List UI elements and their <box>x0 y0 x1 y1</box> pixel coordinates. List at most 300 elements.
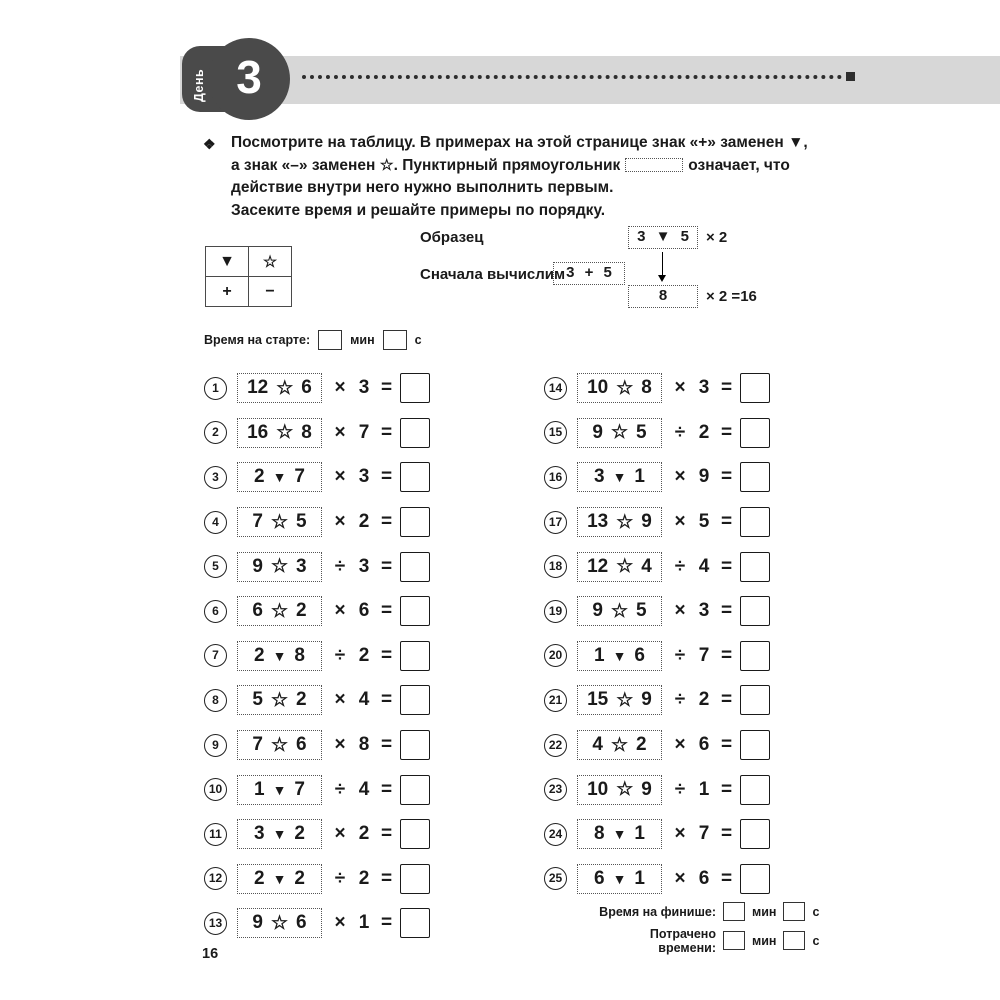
second-operator: ÷ <box>334 867 346 889</box>
triangle-operator-icon: ▼ <box>612 826 627 843</box>
operand-c: 3 <box>358 555 370 577</box>
second-operator: × <box>334 511 346 533</box>
star-operator-icon: ☆ <box>616 377 634 399</box>
operand-b: 2 <box>294 823 305 845</box>
triangle-operator-icon: ▼ <box>272 647 287 664</box>
operand-a: 9 <box>252 912 263 934</box>
star-operator-icon: ☆ <box>276 422 294 444</box>
legend-cell-triangle: ▼ <box>206 247 249 277</box>
problem-row-15 <box>544 411 770 456</box>
operand-a: 7 <box>252 511 263 533</box>
operand-a: 9 <box>592 600 603 622</box>
operand-c: 2 <box>698 689 710 711</box>
star-operator-icon: ☆ <box>616 779 634 801</box>
problem-number: 14 <box>544 377 567 400</box>
sample-section <box>420 226 810 321</box>
equals-sign: = <box>721 823 733 845</box>
operand-c: 3 <box>358 466 370 488</box>
operand-c: 7 <box>698 823 710 845</box>
spent-seconds-input[interactable] <box>783 931 805 950</box>
instruction-bullet-icon: ❖ <box>203 136 216 152</box>
equals-sign: = <box>381 644 393 666</box>
equals-sign: = <box>721 600 733 622</box>
problems-column-left <box>204 366 430 946</box>
start-time-label: Время на старте: <box>204 333 311 347</box>
problem-number: 23 <box>544 778 567 801</box>
operand-b: 5 <box>296 511 307 533</box>
problem-row-12 <box>204 857 430 902</box>
answer-input-box[interactable] <box>740 418 770 448</box>
problem-number: 12 <box>204 867 227 890</box>
star-operator-icon: ☆ <box>270 556 289 578</box>
answer-input-box[interactable] <box>740 775 770 805</box>
sample-first-op-box: 3 ▼ 5 <box>628 226 698 249</box>
first-operation-box <box>577 507 662 537</box>
instruction-line-2-after: означает, что <box>688 156 790 174</box>
triangle-operator-icon: ▼ <box>272 469 287 486</box>
problem-number: 15 <box>544 421 567 444</box>
problem-row-21 <box>544 678 770 723</box>
time-spent-label: Потрачено времени: <box>649 926 716 955</box>
operand-a: 13 <box>587 511 609 533</box>
problem-row-10 <box>204 767 430 812</box>
operand-c: 3 <box>698 600 710 622</box>
operand-c: 5 <box>698 511 710 533</box>
problem-number: 8 <box>204 689 227 712</box>
first-operation-box <box>577 819 662 849</box>
operand-c: 7 <box>358 421 370 443</box>
equals-sign: = <box>721 867 733 889</box>
operand-c: 1 <box>358 912 370 934</box>
operand-a: 9 <box>252 555 263 577</box>
second-operator: × <box>334 466 346 488</box>
problem-row-11 <box>204 812 430 857</box>
first-operation-box <box>577 596 662 626</box>
sample-first-label: Сначала вычислим <box>420 266 566 283</box>
first-operation-box <box>577 641 662 671</box>
problem-row-14 <box>544 366 770 411</box>
operand-b: 2 <box>636 734 647 756</box>
equals-sign: = <box>381 778 393 800</box>
operand-c: 6 <box>358 600 370 622</box>
answer-input-box[interactable] <box>740 641 770 671</box>
operand-c: 3 <box>358 377 370 399</box>
first-operation-box <box>577 373 662 403</box>
operand-c: 2 <box>698 421 710 443</box>
answer-input-box[interactable] <box>400 418 430 448</box>
sample-title: Образец <box>420 229 484 246</box>
answer-input-box[interactable] <box>400 908 430 938</box>
operand-c: 1 <box>698 778 710 800</box>
answer-input-box[interactable] <box>740 730 770 760</box>
star-operator-icon: ☆ <box>616 556 634 578</box>
operand-b: 2 <box>296 600 307 622</box>
operand-a: 2 <box>253 466 265 488</box>
equals-sign: = <box>381 421 393 443</box>
star-operator-icon: ☆ <box>610 734 629 756</box>
sample-top-suffix: × 2 <box>706 229 728 246</box>
instructions-text <box>231 132 851 222</box>
problem-number: 10 <box>204 778 227 801</box>
first-operation-box <box>237 418 322 448</box>
problem-number: 18 <box>544 555 567 578</box>
first-operation-box <box>237 373 322 403</box>
answer-input-box[interactable] <box>400 507 430 537</box>
first-operation-box <box>237 685 322 715</box>
operand-a: 1 <box>593 644 605 666</box>
operand-a: 12 <box>247 377 269 399</box>
first-operation-box <box>237 864 322 894</box>
problem-row-24 <box>544 812 770 857</box>
equals-sign: = <box>721 778 733 800</box>
star-operator-icon: ☆ <box>270 511 289 533</box>
operand-b: 8 <box>294 644 305 666</box>
operand-c: 3 <box>698 377 710 399</box>
equals-sign: = <box>381 823 393 845</box>
star-operator-icon: ☆ <box>616 689 634 711</box>
problem-number: 21 <box>544 689 567 712</box>
triangle-operator-icon: ▼ <box>612 647 627 664</box>
dotted-rectangle-sample <box>625 158 683 172</box>
problem-number: 22 <box>544 734 567 757</box>
symbol-legend-table <box>205 246 292 307</box>
finish-min-unit-label: мин <box>752 904 777 919</box>
problem-number: 20 <box>544 644 567 667</box>
answer-input-box[interactable] <box>740 819 770 849</box>
operand-b: 9 <box>641 689 652 711</box>
second-operator: × <box>334 912 346 934</box>
problem-number: 19 <box>544 600 567 623</box>
sample-sum-box: 3 + 5 <box>553 262 625 285</box>
operand-a: 10 <box>587 778 609 800</box>
operand-b: 9 <box>641 511 652 533</box>
operand-a: 1 <box>253 778 265 800</box>
second-operator: ÷ <box>674 644 686 666</box>
problem-number: 11 <box>204 823 227 846</box>
equals-sign: = <box>381 555 393 577</box>
equals-sign: = <box>721 421 733 443</box>
problem-number: 13 <box>204 912 227 935</box>
operand-c: 4 <box>358 689 370 711</box>
first-operation-box <box>577 775 662 805</box>
start-sec-unit-label: с <box>414 333 422 347</box>
answer-input-box[interactable] <box>400 730 430 760</box>
operand-b: 5 <box>636 421 647 443</box>
first-operation-box <box>237 819 322 849</box>
operand-b: 8 <box>641 377 652 399</box>
equals-sign: = <box>381 466 393 488</box>
problem-row-8 <box>204 678 430 723</box>
finish-minutes-input[interactable] <box>723 902 745 921</box>
equals-sign: = <box>721 511 733 533</box>
operand-c: 4 <box>698 555 710 577</box>
equals-sign: = <box>721 689 733 711</box>
problem-row-7 <box>204 634 430 679</box>
problem-row-1 <box>204 366 430 411</box>
first-operation-box <box>237 507 322 537</box>
star-operator-icon: ☆ <box>270 689 289 711</box>
answer-input-box[interactable] <box>400 462 430 492</box>
star-operator-icon: ☆ <box>276 377 294 399</box>
spent-min-unit-label: мин <box>752 933 777 948</box>
page-number: 16 <box>202 946 219 962</box>
second-operator: × <box>674 466 686 488</box>
instruction-line-3: действие внутри него нужно выполнить первым. <box>231 179 614 196</box>
operand-b: 6 <box>296 734 307 756</box>
problem-row-16 <box>544 455 770 500</box>
operand-a: 2 <box>253 867 265 889</box>
equals-sign: = <box>381 912 393 934</box>
answer-input-box[interactable] <box>400 775 430 805</box>
problem-number: 3 <box>204 466 227 489</box>
star-operator-icon: ☆ <box>610 600 629 622</box>
operand-c: 6 <box>698 867 710 889</box>
second-operator: × <box>334 377 346 399</box>
problem-row-22 <box>544 723 770 768</box>
second-operator: ÷ <box>674 689 686 711</box>
operand-a: 15 <box>587 689 609 711</box>
first-operation-box <box>237 908 322 938</box>
second-operator: × <box>674 867 686 889</box>
finish-time-row <box>590 897 819 926</box>
star-operator-icon: ☆ <box>270 912 289 934</box>
triangle-operator-icon: ▼ <box>612 469 627 486</box>
instruction-line-2-before: а знак «–» заменен ☆. Пунктирный прямоугольник <box>231 156 621 174</box>
decorative-dotted-line <box>302 75 842 79</box>
answer-input-box[interactable] <box>740 373 770 403</box>
first-operation-box <box>237 596 322 626</box>
second-operator: ÷ <box>334 778 346 800</box>
equals-sign: = <box>721 734 733 756</box>
operand-b: 7 <box>294 778 305 800</box>
operand-a: 6 <box>252 600 263 622</box>
operand-a: 8 <box>593 823 605 845</box>
operand-c: 7 <box>698 644 710 666</box>
first-operation-box <box>237 730 322 760</box>
legend-cell-minus: − <box>249 277 292 307</box>
star-operator-icon: ☆ <box>616 511 634 533</box>
operand-a: 5 <box>252 689 263 711</box>
problem-row-17 <box>544 500 770 545</box>
equals-sign: = <box>721 644 733 666</box>
second-operator: × <box>674 823 686 845</box>
problem-row-4 <box>204 500 430 545</box>
instruction-line-2 <box>231 155 851 178</box>
finish-time-label: Время на финише: <box>599 904 716 919</box>
legend-cell-plus: + <box>206 277 249 307</box>
problem-number: 1 <box>204 377 227 400</box>
operand-c: 2 <box>358 644 370 666</box>
instruction-line-1: Посмотрите на таблицу. В примерах на этой странице знак «+» заменен ▼, <box>231 134 808 151</box>
equals-sign: = <box>381 600 393 622</box>
first-operation-box <box>237 552 322 582</box>
operand-c: 8 <box>358 734 370 756</box>
problem-row-6 <box>204 589 430 634</box>
equals-sign: = <box>381 689 393 711</box>
instruction-line-4: Засеките время и решайте примеры по порядку. <box>231 201 606 219</box>
second-operator: × <box>334 421 346 443</box>
second-operator: × <box>674 377 686 399</box>
first-operation-box <box>237 641 322 671</box>
down-arrow-icon <box>662 252 663 277</box>
operand-c: 4 <box>358 778 370 800</box>
problem-row-23 <box>544 767 770 812</box>
operand-a: 4 <box>592 734 603 756</box>
operand-b: 2 <box>296 689 307 711</box>
second-operator: × <box>334 734 346 756</box>
day-label: День <box>192 68 206 102</box>
operand-b: 6 <box>296 912 307 934</box>
answer-input-box[interactable] <box>400 685 430 715</box>
dotted-line-end-square <box>846 72 855 81</box>
answer-input-box[interactable] <box>400 552 430 582</box>
second-operator: ÷ <box>334 555 346 577</box>
operand-b: 5 <box>636 600 647 622</box>
spent-minutes-input[interactable] <box>723 931 745 950</box>
second-operator: × <box>674 511 686 533</box>
answer-input-box[interactable] <box>400 819 430 849</box>
first-operation-box <box>237 462 322 492</box>
problem-row-13 <box>204 901 430 946</box>
problem-number: 9 <box>204 734 227 757</box>
first-operation-box <box>237 775 322 805</box>
operand-a: 9 <box>592 421 603 443</box>
equals-sign: = <box>721 377 733 399</box>
operand-a: 16 <box>247 421 269 443</box>
second-operator: ÷ <box>674 421 686 443</box>
problem-number: 4 <box>204 511 227 534</box>
operand-b: 1 <box>634 867 645 889</box>
operand-b: 9 <box>641 778 652 800</box>
problem-number: 7 <box>204 644 227 667</box>
answer-input-box[interactable] <box>740 685 770 715</box>
operand-a: 10 <box>587 377 609 399</box>
star-operator-icon: ☆ <box>610 422 629 444</box>
operand-b: 3 <box>296 555 307 577</box>
equals-sign: = <box>381 511 393 533</box>
second-operator: ÷ <box>674 778 686 800</box>
second-operator: × <box>674 600 686 622</box>
start-min-unit-label: мин <box>350 333 375 347</box>
equals-sign: = <box>721 555 733 577</box>
equals-sign: = <box>721 466 733 488</box>
second-operator: ÷ <box>674 555 686 577</box>
problem-number: 16 <box>544 466 567 489</box>
spent-sec-unit-label: с <box>812 933 820 948</box>
problem-number: 5 <box>204 555 227 578</box>
problem-row-20 <box>544 634 770 679</box>
operand-a: 3 <box>593 466 605 488</box>
operand-b: 8 <box>301 421 312 443</box>
operand-b: 7 <box>294 466 305 488</box>
first-operation-box <box>577 685 662 715</box>
start-seconds-input[interactable] <box>383 330 407 350</box>
problem-row-19 <box>544 589 770 634</box>
problem-row-3 <box>204 455 430 500</box>
answer-input-box[interactable] <box>400 373 430 403</box>
operand-b: 4 <box>641 555 652 577</box>
star-operator-icon: ☆ <box>270 600 289 622</box>
operand-c: 6 <box>698 734 710 756</box>
start-minutes-input[interactable] <box>318 330 342 350</box>
first-operation-box <box>577 552 662 582</box>
time-spent-row <box>590 926 819 955</box>
start-time-row <box>204 330 422 350</box>
problem-row-2 <box>204 411 430 456</box>
operand-a: 2 <box>253 644 265 666</box>
first-operation-box <box>577 864 662 894</box>
problem-row-5 <box>204 544 430 589</box>
second-operator: × <box>334 823 346 845</box>
sample-result-suffix: × 2 =16 <box>706 288 757 305</box>
problem-number: 6 <box>204 600 227 623</box>
equals-sign: = <box>381 867 393 889</box>
operand-c: 2 <box>358 823 370 845</box>
day-number: 3 <box>236 51 262 103</box>
first-operation-box <box>577 418 662 448</box>
operand-a: 12 <box>587 555 609 577</box>
second-operator: × <box>334 689 346 711</box>
problem-row-25 <box>544 857 770 902</box>
second-operator: ÷ <box>334 644 346 666</box>
answer-input-box[interactable] <box>740 596 770 626</box>
answer-input-box[interactable] <box>740 462 770 492</box>
second-operator: × <box>674 734 686 756</box>
answer-input-box[interactable] <box>400 596 430 626</box>
operand-a: 3 <box>253 823 265 845</box>
first-operation-box <box>577 462 662 492</box>
second-operator: × <box>334 600 346 622</box>
equals-sign: = <box>381 734 393 756</box>
operand-b: 2 <box>294 867 305 889</box>
operand-b: 1 <box>634 823 645 845</box>
operand-b: 1 <box>634 466 645 488</box>
header-band <box>180 56 1000 104</box>
problem-number: 17 <box>544 511 567 534</box>
triangle-operator-icon: ▼ <box>272 781 287 798</box>
problems-column-right <box>544 366 770 901</box>
triangle-operator-icon: ▼ <box>272 826 287 843</box>
problem-number: 24 <box>544 823 567 846</box>
operand-a: 7 <box>252 734 263 756</box>
problem-number: 2 <box>204 421 227 444</box>
problem-row-18 <box>544 544 770 589</box>
operand-c: 9 <box>698 466 710 488</box>
answer-input-box[interactable] <box>740 552 770 582</box>
star-operator-icon: ☆ <box>270 734 289 756</box>
problem-number: 25 <box>544 867 567 890</box>
triangle-operator-icon: ▼ <box>272 870 287 887</box>
finish-sec-unit-label: с <box>812 904 820 919</box>
operand-b: 6 <box>634 644 645 666</box>
sample-result-box: 8 <box>628 285 698 308</box>
first-operation-box <box>577 730 662 760</box>
operand-a: 6 <box>593 867 605 889</box>
answer-input-box[interactable] <box>400 864 430 894</box>
finish-time-block <box>590 897 819 955</box>
operand-b: 6 <box>301 377 312 399</box>
problem-row-9 <box>204 723 430 768</box>
answer-input-box[interactable] <box>740 507 770 537</box>
triangle-operator-icon: ▼ <box>612 870 627 887</box>
equals-sign: = <box>381 377 393 399</box>
legend-cell-star: ☆ <box>249 247 292 277</box>
operand-c: 2 <box>358 511 370 533</box>
answer-input-box[interactable] <box>400 641 430 671</box>
finish-seconds-input[interactable] <box>783 902 805 921</box>
operand-c: 2 <box>358 867 370 889</box>
answer-input-box[interactable] <box>740 864 770 894</box>
